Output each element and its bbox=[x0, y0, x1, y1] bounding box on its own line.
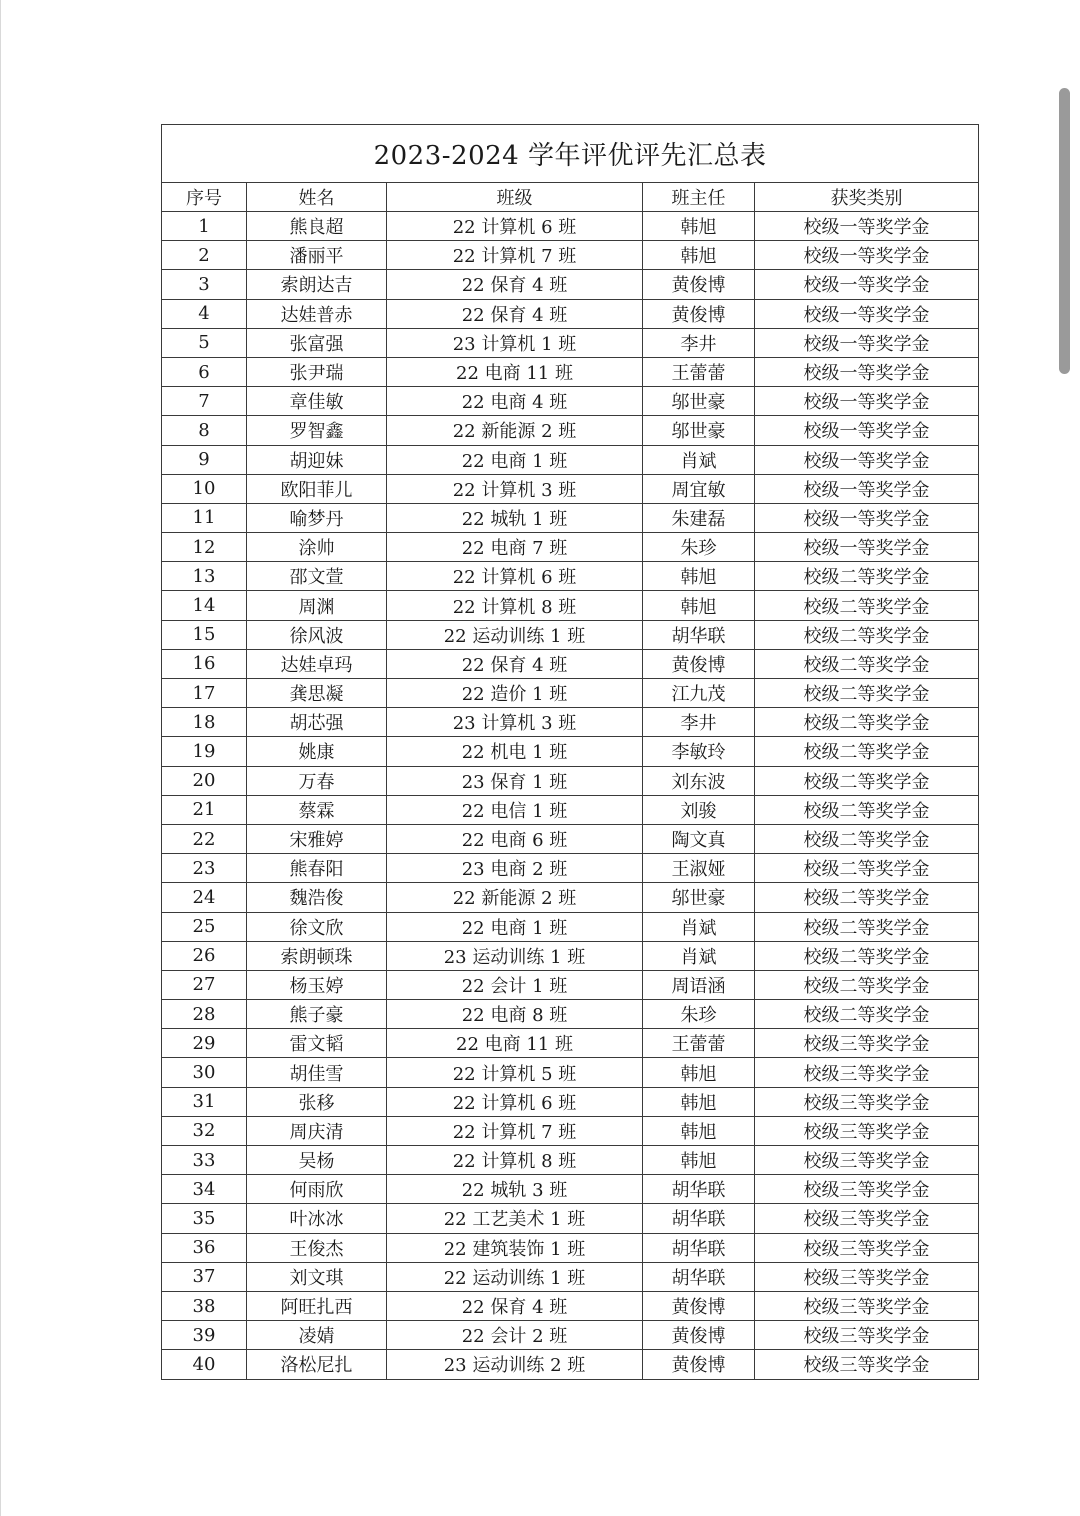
cell-class: 22 计算机 8 班 bbox=[387, 591, 643, 620]
table-row bbox=[162, 270, 979, 299]
cell-head-teacher: 李井 bbox=[643, 708, 755, 737]
cell-award-type: 校级一等奖学金 bbox=[755, 241, 979, 270]
cell-head-teacher: 李井 bbox=[643, 328, 755, 357]
table-row bbox=[162, 212, 979, 241]
cell-award-type: 校级三等奖学金 bbox=[755, 1262, 979, 1291]
cell-index: 24 bbox=[162, 883, 247, 912]
cell-head-teacher: 刘东波 bbox=[643, 766, 755, 795]
cell-class: 22 电商 4 班 bbox=[387, 387, 643, 416]
cell-index: 40 bbox=[162, 1350, 247, 1379]
cell-index: 35 bbox=[162, 1204, 247, 1233]
cell-award-type: 校级三等奖学金 bbox=[755, 1350, 979, 1379]
cell-index: 39 bbox=[162, 1321, 247, 1350]
cell-index: 16 bbox=[162, 649, 247, 678]
cell-head-teacher: 朱建磊 bbox=[643, 503, 755, 532]
cell-class: 22 电商 7 班 bbox=[387, 533, 643, 562]
table-row bbox=[162, 649, 979, 678]
cell-award-type: 校级一等奖学金 bbox=[755, 299, 979, 328]
cell-head-teacher: 胡华联 bbox=[643, 620, 755, 649]
cell-award-type: 校级三等奖学金 bbox=[755, 1116, 979, 1145]
cell-index: 19 bbox=[162, 737, 247, 766]
cell-class: 22 电信 1 班 bbox=[387, 795, 643, 824]
cell-award-type: 校级二等奖学金 bbox=[755, 591, 979, 620]
column-header-award: 获奖类别 bbox=[755, 183, 979, 212]
cell-award-type: 校级二等奖学金 bbox=[755, 883, 979, 912]
table-row bbox=[162, 299, 979, 328]
table-row bbox=[162, 241, 979, 270]
cell-class: 22 保育 4 班 bbox=[387, 649, 643, 678]
table-row bbox=[162, 1087, 979, 1116]
cell-award-type: 校级三等奖学金 bbox=[755, 1204, 979, 1233]
cell-index: 27 bbox=[162, 970, 247, 999]
cell-index: 18 bbox=[162, 708, 247, 737]
table-row bbox=[162, 970, 979, 999]
column-header-class: 班级 bbox=[387, 183, 643, 212]
cell-class: 22 计算机 5 班 bbox=[387, 1058, 643, 1087]
cell-index: 2 bbox=[162, 241, 247, 270]
cell-index: 29 bbox=[162, 1029, 247, 1058]
page-edge bbox=[0, 0, 1, 1516]
cell-award-type: 校级三等奖学金 bbox=[755, 1233, 979, 1262]
cell-index: 13 bbox=[162, 562, 247, 591]
cell-index: 20 bbox=[162, 766, 247, 795]
cell-award-type: 校级三等奖学金 bbox=[755, 1058, 979, 1087]
cell-student-name: 胡佳雪 bbox=[247, 1058, 387, 1087]
cell-award-type: 校级二等奖学金 bbox=[755, 941, 979, 970]
cell-head-teacher: 韩旭 bbox=[643, 1146, 755, 1175]
cell-award-type: 校级二等奖学金 bbox=[755, 562, 979, 591]
cell-class: 22 新能源 2 班 bbox=[387, 416, 643, 445]
cell-head-teacher: 李敏玲 bbox=[643, 737, 755, 766]
cell-student-name: 达娃卓玛 bbox=[247, 649, 387, 678]
table-row bbox=[162, 533, 979, 562]
cell-head-teacher: 江九茂 bbox=[643, 679, 755, 708]
cell-student-name: 王俊杰 bbox=[247, 1233, 387, 1262]
cell-student-name: 潘丽平 bbox=[247, 241, 387, 270]
table-row bbox=[162, 1291, 979, 1320]
table-row bbox=[162, 620, 979, 649]
cell-class: 22 电商 11 班 bbox=[387, 357, 643, 386]
cell-index: 4 bbox=[162, 299, 247, 328]
cell-student-name: 叶冰冰 bbox=[247, 1204, 387, 1233]
table-row bbox=[162, 445, 979, 474]
cell-index: 23 bbox=[162, 854, 247, 883]
cell-student-name: 罗智鑫 bbox=[247, 416, 387, 445]
cell-index: 33 bbox=[162, 1146, 247, 1175]
cell-award-type: 校级二等奖学金 bbox=[755, 679, 979, 708]
table-row bbox=[162, 328, 979, 357]
cell-student-name: 万春 bbox=[247, 766, 387, 795]
cell-class: 23 电商 2 班 bbox=[387, 854, 643, 883]
table-row bbox=[162, 824, 979, 853]
cell-head-teacher: 韩旭 bbox=[643, 1116, 755, 1145]
cell-index: 32 bbox=[162, 1116, 247, 1145]
cell-student-name: 洛松尼扎 bbox=[247, 1350, 387, 1379]
cell-class: 22 建筑装饰 1 班 bbox=[387, 1233, 643, 1262]
cell-student-name: 刘文琪 bbox=[247, 1262, 387, 1291]
cell-head-teacher: 周语涵 bbox=[643, 970, 755, 999]
cell-index: 34 bbox=[162, 1175, 247, 1204]
cell-index: 15 bbox=[162, 620, 247, 649]
cell-class: 22 会计 1 班 bbox=[387, 970, 643, 999]
cell-head-teacher: 黄俊博 bbox=[643, 299, 755, 328]
cell-student-name: 阿旺扎西 bbox=[247, 1291, 387, 1320]
cell-class: 22 电商 1 班 bbox=[387, 912, 643, 941]
table-row bbox=[162, 562, 979, 591]
cell-class: 22 计算机 6 班 bbox=[387, 212, 643, 241]
cell-class: 23 计算机 3 班 bbox=[387, 708, 643, 737]
cell-student-name: 龚思凝 bbox=[247, 679, 387, 708]
cell-index: 22 bbox=[162, 824, 247, 853]
table-row bbox=[162, 357, 979, 386]
cell-index: 28 bbox=[162, 1000, 247, 1029]
cell-index: 11 bbox=[162, 503, 247, 532]
cell-class: 23 保育 1 班 bbox=[387, 766, 643, 795]
cell-index: 36 bbox=[162, 1233, 247, 1262]
cell-head-teacher: 邬世豪 bbox=[643, 387, 755, 416]
cell-head-teacher: 韩旭 bbox=[643, 591, 755, 620]
cell-award-type: 校级二等奖学金 bbox=[755, 795, 979, 824]
cell-class: 22 运动训练 1 班 bbox=[387, 1262, 643, 1291]
cell-head-teacher: 朱珍 bbox=[643, 1000, 755, 1029]
table-title: 2023-2024 学年评优评先汇总表 bbox=[162, 125, 979, 183]
cell-index: 17 bbox=[162, 679, 247, 708]
cell-class: 22 机电 1 班 bbox=[387, 737, 643, 766]
cell-award-type: 校级一等奖学金 bbox=[755, 416, 979, 445]
cell-index: 31 bbox=[162, 1087, 247, 1116]
cell-index: 26 bbox=[162, 941, 247, 970]
cell-student-name: 熊子豪 bbox=[247, 1000, 387, 1029]
cell-award-type: 校级三等奖学金 bbox=[755, 1146, 979, 1175]
cell-index: 37 bbox=[162, 1262, 247, 1291]
table-row bbox=[162, 1146, 979, 1175]
cell-student-name: 胡迎妹 bbox=[247, 445, 387, 474]
cell-student-name: 欧阳菲儿 bbox=[247, 474, 387, 503]
cell-award-type: 校级一等奖学金 bbox=[755, 503, 979, 532]
cell-student-name: 张富强 bbox=[247, 328, 387, 357]
table-row bbox=[162, 883, 979, 912]
cell-class: 22 城轨 1 班 bbox=[387, 503, 643, 532]
cell-head-teacher: 王蕾蕾 bbox=[643, 357, 755, 386]
table-row bbox=[162, 941, 979, 970]
cell-head-teacher: 邬世豪 bbox=[643, 416, 755, 445]
cell-award-type: 校级三等奖学金 bbox=[755, 1029, 979, 1058]
cell-award-type: 校级二等奖学金 bbox=[755, 1000, 979, 1029]
cell-award-type: 校级一等奖学金 bbox=[755, 357, 979, 386]
cell-student-name: 熊春阳 bbox=[247, 854, 387, 883]
cell-head-teacher: 胡华联 bbox=[643, 1175, 755, 1204]
cell-head-teacher: 韩旭 bbox=[643, 212, 755, 241]
cell-student-name: 熊良超 bbox=[247, 212, 387, 241]
cell-award-type: 校级二等奖学金 bbox=[755, 708, 979, 737]
table-row bbox=[162, 708, 979, 737]
cell-index: 12 bbox=[162, 533, 247, 562]
cell-head-teacher: 韩旭 bbox=[643, 1058, 755, 1087]
cell-award-type: 校级二等奖学金 bbox=[755, 912, 979, 941]
cell-class: 22 计算机 7 班 bbox=[387, 1116, 643, 1145]
table-header-row bbox=[162, 183, 979, 212]
table-row bbox=[162, 591, 979, 620]
cell-index: 38 bbox=[162, 1291, 247, 1320]
cell-index: 8 bbox=[162, 416, 247, 445]
cell-award-type: 校级二等奖学金 bbox=[755, 620, 979, 649]
cell-award-type: 校级二等奖学金 bbox=[755, 766, 979, 795]
cell-head-teacher: 肖斌 bbox=[643, 445, 755, 474]
table-row bbox=[162, 1029, 979, 1058]
cell-class: 22 电商 1 班 bbox=[387, 445, 643, 474]
cell-student-name: 喻梦丹 bbox=[247, 503, 387, 532]
cell-index: 6 bbox=[162, 357, 247, 386]
cell-student-name: 徐风波 bbox=[247, 620, 387, 649]
cell-head-teacher: 肖斌 bbox=[643, 941, 755, 970]
cell-head-teacher: 胡华联 bbox=[643, 1233, 755, 1262]
cell-student-name: 徐文欣 bbox=[247, 912, 387, 941]
cell-class: 23 运动训练 2 班 bbox=[387, 1350, 643, 1379]
cell-head-teacher: 王淑娅 bbox=[643, 854, 755, 883]
cell-class: 22 保育 4 班 bbox=[387, 1291, 643, 1320]
award-summary-table bbox=[161, 124, 979, 1380]
table-row bbox=[162, 1000, 979, 1029]
cell-award-type: 校级一等奖学金 bbox=[755, 387, 979, 416]
cell-student-name: 周庆清 bbox=[247, 1116, 387, 1145]
cell-head-teacher: 胡华联 bbox=[643, 1204, 755, 1233]
table-row bbox=[162, 1175, 979, 1204]
cell-class: 22 电商 6 班 bbox=[387, 824, 643, 853]
cell-award-type: 校级三等奖学金 bbox=[755, 1291, 979, 1320]
cell-award-type: 校级二等奖学金 bbox=[755, 854, 979, 883]
cell-index: 7 bbox=[162, 387, 247, 416]
cell-index: 5 bbox=[162, 328, 247, 357]
cell-student-name: 周渊 bbox=[247, 591, 387, 620]
table-row bbox=[162, 737, 979, 766]
cell-student-name: 蔡霖 bbox=[247, 795, 387, 824]
column-header-teacher: 班主任 bbox=[643, 183, 755, 212]
cell-award-type: 校级一等奖学金 bbox=[755, 328, 979, 357]
cell-award-type: 校级二等奖学金 bbox=[755, 737, 979, 766]
cell-class: 22 运动训练 1 班 bbox=[387, 620, 643, 649]
table-row bbox=[162, 416, 979, 445]
table-row bbox=[162, 1058, 979, 1087]
table-row bbox=[162, 795, 979, 824]
table-row bbox=[162, 503, 979, 532]
cell-award-type: 校级一等奖学金 bbox=[755, 445, 979, 474]
cell-index: 25 bbox=[162, 912, 247, 941]
table-row bbox=[162, 912, 979, 941]
cell-head-teacher: 肖斌 bbox=[643, 912, 755, 941]
cell-class: 22 造价 1 班 bbox=[387, 679, 643, 708]
cell-class: 22 计算机 3 班 bbox=[387, 474, 643, 503]
cell-head-teacher: 黄俊博 bbox=[643, 270, 755, 299]
vertical-scrollbar[interactable] bbox=[1059, 88, 1070, 374]
table-row bbox=[162, 1262, 979, 1291]
cell-class: 23 运动训练 1 班 bbox=[387, 941, 643, 970]
cell-head-teacher: 韩旭 bbox=[643, 562, 755, 591]
cell-class: 22 计算机 7 班 bbox=[387, 241, 643, 270]
cell-head-teacher: 王蕾蕾 bbox=[643, 1029, 755, 1058]
cell-head-teacher: 黄俊博 bbox=[643, 1291, 755, 1320]
cell-award-type: 校级一等奖学金 bbox=[755, 474, 979, 503]
cell-index: 30 bbox=[162, 1058, 247, 1087]
cell-student-name: 索朗顿珠 bbox=[247, 941, 387, 970]
cell-award-type: 校级三等奖学金 bbox=[755, 1321, 979, 1350]
cell-head-teacher: 陶文真 bbox=[643, 824, 755, 853]
table-row bbox=[162, 854, 979, 883]
cell-head-teacher: 邬世豪 bbox=[643, 883, 755, 912]
cell-award-type: 校级三等奖学金 bbox=[755, 1175, 979, 1204]
cell-head-teacher: 胡华联 bbox=[643, 1262, 755, 1291]
cell-class: 22 保育 4 班 bbox=[387, 270, 643, 299]
cell-head-teacher: 韩旭 bbox=[643, 241, 755, 270]
cell-class: 22 城轨 3 班 bbox=[387, 1175, 643, 1204]
cell-index: 1 bbox=[162, 212, 247, 241]
cell-award-type: 校级一等奖学金 bbox=[755, 270, 979, 299]
table-row bbox=[162, 679, 979, 708]
cell-class: 22 工艺美术 1 班 bbox=[387, 1204, 643, 1233]
cell-student-name: 何雨欣 bbox=[247, 1175, 387, 1204]
table-row bbox=[162, 766, 979, 795]
cell-student-name: 凌婧 bbox=[247, 1321, 387, 1350]
cell-head-teacher: 黄俊博 bbox=[643, 1321, 755, 1350]
cell-award-type: 校级二等奖学金 bbox=[755, 970, 979, 999]
cell-student-name: 邵文萱 bbox=[247, 562, 387, 591]
cell-student-name: 吴杨 bbox=[247, 1146, 387, 1175]
cell-student-name: 雷文韬 bbox=[247, 1029, 387, 1058]
cell-student-name: 张移 bbox=[247, 1087, 387, 1116]
cell-index: 10 bbox=[162, 474, 247, 503]
cell-award-type: 校级一等奖学金 bbox=[755, 212, 979, 241]
cell-student-name: 杨玉婷 bbox=[247, 970, 387, 999]
cell-index: 21 bbox=[162, 795, 247, 824]
cell-award-type: 校级二等奖学金 bbox=[755, 824, 979, 853]
cell-student-name: 章佳敏 bbox=[247, 387, 387, 416]
table-row bbox=[162, 474, 979, 503]
cell-head-teacher: 韩旭 bbox=[643, 1087, 755, 1116]
cell-index: 9 bbox=[162, 445, 247, 474]
cell-head-teacher: 朱珍 bbox=[643, 533, 755, 562]
cell-student-name: 张尹瑞 bbox=[247, 357, 387, 386]
cell-class: 22 计算机 6 班 bbox=[387, 562, 643, 591]
cell-head-teacher: 黄俊博 bbox=[643, 649, 755, 678]
cell-student-name: 姚康 bbox=[247, 737, 387, 766]
cell-class: 22 电商 8 班 bbox=[387, 1000, 643, 1029]
cell-student-name: 索朗达吉 bbox=[247, 270, 387, 299]
table-row bbox=[162, 1116, 979, 1145]
cell-class: 22 新能源 2 班 bbox=[387, 883, 643, 912]
cell-head-teacher: 黄俊博 bbox=[643, 1350, 755, 1379]
cell-student-name: 宋雅婷 bbox=[247, 824, 387, 853]
table-row bbox=[162, 1350, 979, 1379]
table-row bbox=[162, 1233, 979, 1262]
cell-class: 22 会计 2 班 bbox=[387, 1321, 643, 1350]
cell-class: 22 计算机 8 班 bbox=[387, 1146, 643, 1175]
cell-head-teacher: 周宜敏 bbox=[643, 474, 755, 503]
cell-index: 14 bbox=[162, 591, 247, 620]
table-row bbox=[162, 387, 979, 416]
cell-award-type: 校级二等奖学金 bbox=[755, 649, 979, 678]
table-body bbox=[162, 212, 979, 1380]
cell-award-type: 校级三等奖学金 bbox=[755, 1087, 979, 1116]
cell-award-type: 校级一等奖学金 bbox=[755, 533, 979, 562]
column-header-name: 姓名 bbox=[247, 183, 387, 212]
cell-head-teacher: 刘骏 bbox=[643, 795, 755, 824]
cell-class: 22 电商 11 班 bbox=[387, 1029, 643, 1058]
table-row bbox=[162, 1321, 979, 1350]
cell-class: 22 计算机 6 班 bbox=[387, 1087, 643, 1116]
column-header-index: 序号 bbox=[162, 183, 247, 212]
table-row bbox=[162, 1204, 979, 1233]
cell-class: 23 计算机 1 班 bbox=[387, 328, 643, 357]
cell-index: 3 bbox=[162, 270, 247, 299]
cell-class: 22 保育 4 班 bbox=[387, 299, 643, 328]
cell-student-name: 胡芯强 bbox=[247, 708, 387, 737]
cell-student-name: 涂帅 bbox=[247, 533, 387, 562]
cell-student-name: 达娃普赤 bbox=[247, 299, 387, 328]
cell-student-name: 魏浩俊 bbox=[247, 883, 387, 912]
